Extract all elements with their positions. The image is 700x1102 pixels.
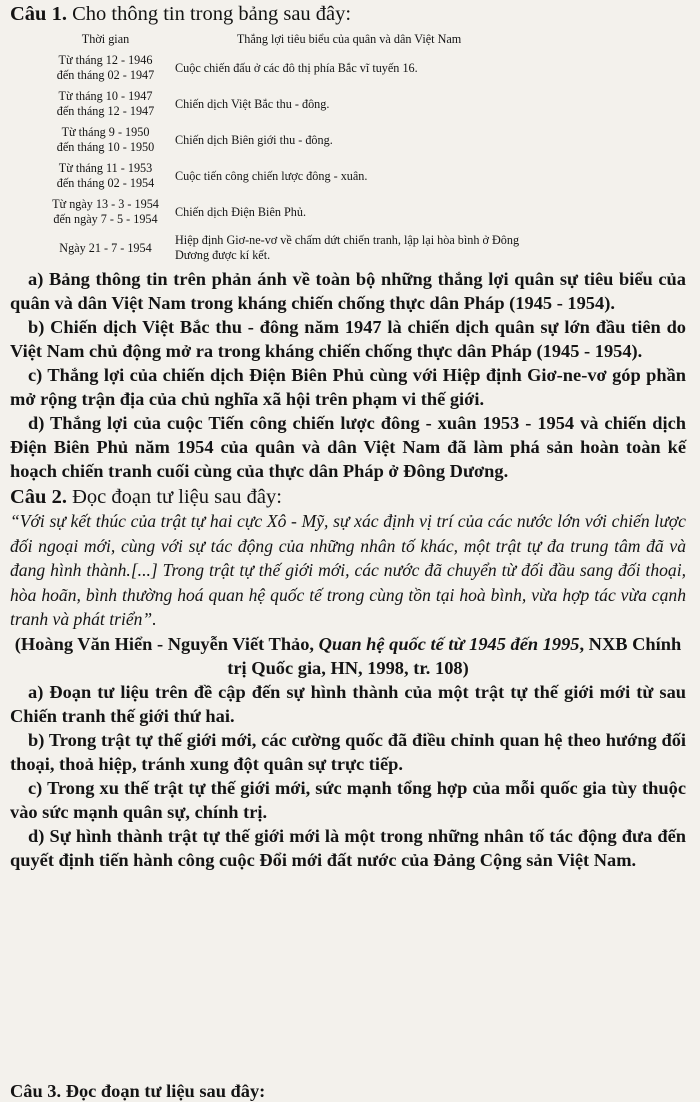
header-victory: Thắng lợi tiêu biểu của quân và dân Việt Nam — [236, 32, 462, 46]
q1-statement-c: c) Thắng lợi của chiến dịch Điện Biên Phủ cùng với Hiệp định Giơ-ne-vơ góp phần mở rộng trận địa của chủ nghĩa xã hội trên phạm vi thế giới. — [10, 365, 686, 409]
table-row — [38, 159, 519, 195]
row-event: Cuộc tiến công chiến lược đông - xuân. — [175, 168, 368, 183]
next-question-partial: Câu 3. Đọc đoạn tư liệu sau đây: — [10, 1081, 266, 1101]
row-event: Chiến dịch Biên giới thu - đông. — [175, 132, 333, 147]
question-1-label: Câu 1. — [10, 3, 67, 25]
header-time: Thời gian — [81, 32, 130, 46]
row-time: Từ tháng 9 - 1950 đến tháng 10 - 1950 — [56, 125, 155, 154]
exam-page — [0, 2, 700, 1101]
events-table — [38, 32, 519, 267]
question-2-label: Câu 2. — [10, 486, 67, 508]
row-event: Chiến dịch Việt Bắc thu - đông. — [175, 96, 330, 111]
q2-source: (Hoàng Văn Hiển - Nguyễn Viết Thảo, Quan hệ quốc tế từ 1945 đến 1995, NXB Chính trị Quốc gia, HN, 1998, tr. 108) — [14, 633, 682, 678]
table-row — [38, 87, 519, 123]
q2-statement-c: c) Trong xu thế trật tự thế giới mới, sức mạnh tổng hợp của mỗi quốc gia tùy thuộc vào sức mạnh quân sự, chính trị. — [10, 777, 686, 822]
question-1-title — [10, 2, 686, 26]
q2-statement-b: b) Trong trật tự thế giới mới, các cường quốc đã điều chỉnh quan hệ theo hướng đối thoại, thoả hiệp, tránh xung đột quân sự trực tiếp. — [10, 729, 686, 774]
q2-source-book: Quan hệ quốc tế từ 1945 đến 1995 — [318, 633, 580, 654]
table-row — [38, 123, 519, 159]
q2-statement-a: a) Đoạn tư liệu trên đề cập đến sự hình thành của một trật tự thế giới mới từ sau Chiến tranh thế giới thứ hai. — [10, 681, 686, 726]
question-1-intro: Cho thông tin trong bảng sau đây: — [66, 3, 352, 25]
q2-statement-d: d) Sự hình thành trật tự thế giới mới là một trong những nhân tố tác động đưa đến quyết định tiến hành công cuộc Đổi mới đất nước của Đảng Cộng sản Việt Nam. — [10, 825, 686, 870]
row-event: Cuộc chiến đấu ở các đô thị phía Bắc vĩ tuyến 16. — [175, 60, 418, 75]
question-2-intro: Đọc đoạn tư liệu sau đây: — [66, 486, 282, 508]
table-row — [38, 231, 519, 267]
row-time: Từ tháng 11 - 1953 đến tháng 02 - 1954 — [56, 161, 155, 190]
question-2-title — [10, 485, 686, 509]
row-time: Từ ngày 13 - 3 - 1954 đến ngày 7 - 5 - 1954 — [52, 197, 159, 226]
row-event: Chiến dịch Điện Biên Phủ. — [175, 204, 307, 219]
table-header-row — [38, 32, 519, 51]
table-row — [38, 51, 519, 87]
row-event: Hiệp định Giơ-ne-vơ về chấm dứt chiến tranh, lập lại hòa bình ở Đông Dương được kí kết. — [175, 233, 520, 262]
table-row — [38, 195, 519, 231]
q1-statement-a: a) Bảng thông tin trên phản ánh về toàn bộ những thắng lợi quân sự tiêu biểu của quân và dân Việt Nam trong kháng chiến chống thực dân Pháp (1945 - 1954). — [10, 269, 686, 313]
row-time: Ngày 21 - 7 - 1954 — [59, 240, 152, 255]
q1-statement-d: d) Thắng lợi của cuộc Tiến công chiến lược đông - xuân 1953 - 1954 và chiến dịch Điện Biên Phủ năm 1954 của quân và dân Việt Nam đã làm phá sản hoàn toàn kế hoạch chiến tranh cuối cùng của thực dân Pháp ở Đông Dương. — [10, 413, 686, 481]
row-time: Từ tháng 10 - 1947 đến tháng 12 - 1947 — [56, 89, 155, 118]
row-time: Từ tháng 12 - 1946 đến tháng 02 - 1947 — [56, 53, 155, 82]
q2-quote: “Với sự kết thúc của trật tự hai cực Xô - Mỹ, sự xác định vị trí của các nước lớn với chiến lược đối ngoại mới, cùng với sự tác động của những nhân tố khác, một trật tự đa trung tâm đã và đang hình thành.[...] Trong trật tự thế giới mới, các nước đã chuyển từ đối đầu sang đối thoại, hòa hoãn, bình thường hoá quan hệ quốc tế trong cùng tồn tại hoà bình, vừa hợp tác vừa cạnh tranh và phát triển”. — [10, 511, 686, 629]
q1-statement-b: b) Chiến dịch Việt Bắc thu - đông năm 1947 là chiến dịch quân sự lớn đầu tiên do Việt Nam chủ động mở ra trong kháng chiến chống thực dân Pháp (1945 - 1954). — [10, 317, 686, 361]
